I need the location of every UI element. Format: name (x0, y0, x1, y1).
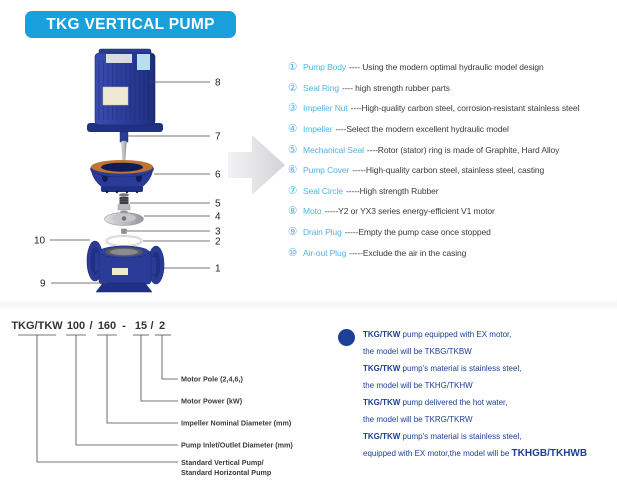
list-item (288, 119, 616, 140)
label-standard-horizontal: Standard Horizontal Pump (181, 468, 272, 477)
callout-10: 10 (34, 235, 46, 247)
model-code-diagram (10, 315, 320, 500)
note-line (363, 343, 614, 360)
callout-8: 8 (215, 77, 221, 89)
model-seg-series: TKG/TKW (11, 320, 63, 332)
label-motor-pole: Motor Pole (2,4,6,) (181, 374, 243, 384)
list-item (288, 78, 616, 99)
note-line (363, 326, 614, 343)
parts-list (288, 57, 616, 263)
title-banner (25, 11, 236, 38)
motor-top-label (106, 54, 132, 63)
note-text: the model will be TKHG/TKHW (363, 381, 473, 390)
label-inlet-outlet-diameter: Pump Inlet/Outlet Diameter (mm) (181, 440, 293, 450)
right-arrow-icon (228, 135, 285, 195)
label-standard-vertical: Standard Vertical Pump/ (181, 458, 264, 467)
part-name: Seal Circle (303, 185, 343, 196)
pump-body-illustration (87, 241, 164, 292)
note-text: the model will be TKRG/TKRW (363, 415, 473, 424)
motor-nameplate (103, 87, 128, 105)
note-model-prefix: TKG/TKW (363, 432, 401, 441)
part-name: Seal Ring (303, 82, 339, 93)
part-desc: -----Y2 or YX3 series energy-efficient V1 motor (324, 206, 495, 217)
pump-cover-illustration (91, 160, 154, 193)
note-text: pump's material is stainless steel, (400, 432, 522, 441)
note-text: the model will be TKBG/TKBW (363, 347, 472, 356)
impeller-illustration (105, 213, 144, 226)
part-name: Mechanical Seal (303, 144, 364, 155)
list-item (288, 222, 616, 243)
model-seg-impeller: 160 (97, 320, 117, 332)
seal-ring-illustration (107, 236, 142, 246)
item-number: ① (288, 61, 298, 74)
note-model-prefix: TKG/TKW (363, 330, 401, 339)
part-name: Pump Body (303, 62, 347, 73)
model-code-labels (181, 375, 293, 478)
model-seg-power: 15 (134, 320, 148, 332)
model-variant-notes (336, 326, 614, 462)
note-text: equipped with EX motor,the model will be (363, 449, 512, 458)
callout-7: 7 (215, 131, 221, 143)
list-item (288, 57, 616, 78)
part-name: Drain Plug (303, 227, 342, 238)
model-seg-sep1: / (89, 320, 93, 332)
list-item (288, 160, 616, 181)
item-number: ⑩ (288, 246, 298, 259)
motor-illustration (87, 49, 163, 132)
part-desc: ---- high strength rubber parts (341, 82, 450, 93)
item-number: ⑥ (288, 164, 298, 177)
impeller-nut-illustration (122, 229, 127, 234)
bullet-circle-icon (338, 329, 355, 346)
part-name: Moto (303, 206, 322, 217)
callout-2: 2 (215, 236, 221, 248)
list-item (288, 201, 616, 222)
item-number: ② (288, 81, 298, 94)
item-number: ③ (288, 102, 298, 115)
item-number: ⑧ (288, 205, 298, 218)
mechanical-seal-illustration (118, 193, 130, 213)
part-desc: ----Rotor (stator) ring is made of Graphite, Hard Alloy (366, 144, 560, 155)
part-desc: ----High-quality carbon steel, corrosion-resistant stainless steel (350, 103, 580, 114)
note-line (363, 394, 614, 411)
list-item (288, 139, 616, 160)
item-number: ⑤ (288, 143, 298, 156)
note-text: pump's material is stainless steel, (400, 364, 522, 373)
page-title: TKG VERTICAL PUMP (46, 15, 215, 33)
model-seg-inlet: 100 (66, 320, 86, 332)
shaft-illustration (120, 132, 128, 161)
pump-body-label (112, 268, 128, 275)
model-seg-sep2: - (122, 320, 126, 332)
note-line (363, 411, 614, 428)
item-number: ④ (288, 123, 298, 136)
callout-9: 9 (40, 278, 46, 290)
callout-5: 5 (215, 198, 221, 210)
item-number: ⑦ (288, 184, 298, 197)
part-desc: -----Empty the pump case once stopped (344, 227, 491, 238)
callout-3: 3 (215, 226, 221, 238)
part-name: Pump Cover (303, 165, 350, 176)
note-text: pump equipped with EX motor, (400, 330, 512, 339)
motor-blue-label (137, 54, 150, 70)
part-desc: ---- Using the modern optimal hydraulic model design (349, 62, 544, 73)
part-name: Air-out Plug (303, 247, 347, 258)
list-item (288, 98, 616, 119)
model-seg-pole: 2 (158, 320, 166, 332)
callout-4: 4 (215, 211, 221, 223)
item-number: ⑨ (288, 226, 298, 239)
note-text: pump delivered the hot water, (400, 398, 508, 407)
note-model-code: TKHGB/TKHWB (511, 448, 588, 459)
note-line (363, 360, 614, 377)
part-name: Impeller Nut (303, 103, 348, 114)
label-impeller-diameter: Impeller Nominal Diameter (mm) (181, 418, 292, 428)
model-code (11, 320, 165, 332)
list-item (288, 242, 616, 263)
note-line (363, 377, 614, 394)
list-item (288, 181, 616, 202)
model-seg-sep3: / (150, 320, 154, 332)
pump-exploded-diagram (0, 40, 285, 310)
note-line (363, 428, 614, 445)
model-code-lines (18, 335, 178, 462)
part-desc: -----Exclude the air in the casing (349, 247, 467, 258)
callout-6: 6 (215, 169, 221, 181)
part-desc: ----Select the modern excellent hydraulic model (335, 124, 509, 135)
label-motor-power: Motor Power (kW) (181, 396, 243, 406)
note-model-prefix: TKG/TKW (363, 364, 401, 373)
part-desc: -----High-quality carbon steel, stainless steel, casting (352, 165, 545, 176)
note-line (363, 445, 614, 462)
callout-1: 1 (215, 263, 221, 275)
part-desc: -----High strength Rubber (346, 185, 439, 196)
part-name: Impeller (303, 124, 333, 135)
note-model-prefix: TKG/TKW (363, 398, 401, 407)
